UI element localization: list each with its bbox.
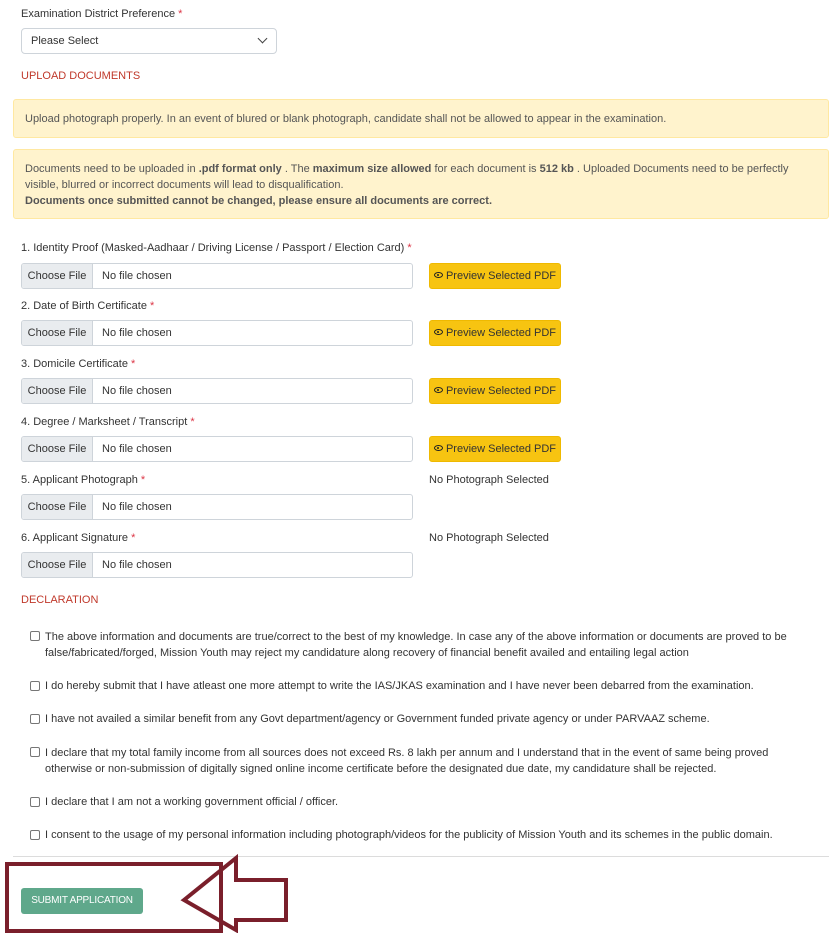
- file-input-photograph[interactable]: [21, 494, 413, 520]
- photo-alert: Upload photograph properly. In an event of blured or blank photograph, candidate shall not be allowed to appear in the examination.: [13, 99, 829, 138]
- declaration-text-3: I have not availed a similar benefit from any Govt department/agency or Government funded private agency or under PARVAAZ scheme.: [45, 713, 710, 725]
- file-input-signature[interactable]: [21, 552, 413, 578]
- doc-label-dob: 2. Date of Birth Certificate *: [21, 300, 155, 312]
- doc-label-identity: 1. Identity Proof (Masked-Aadhaar / Driving License / Passport / Election Card) *: [21, 242, 412, 254]
- declaration-checkbox-5[interactable]: [30, 797, 40, 807]
- declaration-checkbox-2[interactable]: [30, 681, 40, 691]
- declaration-text-5: I declare that I am not a working government official / officer.: [45, 796, 339, 808]
- preview-pdf-button-domicile[interactable]: Preview Selected PDF: [429, 378, 561, 404]
- choose-file-button[interactable]: Choose File: [22, 264, 93, 288]
- eye-icon: [434, 445, 443, 451]
- file-input-domicile[interactable]: [21, 378, 413, 404]
- choose-file-button[interactable]: Choose File: [22, 321, 93, 345]
- file-status: No file chosen: [102, 443, 172, 455]
- declaration-text-6: I consent to the usage of my personal information including photograph/videos for the publicity of Mission Youth and its schemes in the public domain.: [45, 829, 773, 841]
- declaration-checkbox-4[interactable]: [30, 747, 40, 757]
- declaration-checkbox-6[interactable]: [30, 830, 40, 840]
- file-status: No file chosen: [102, 270, 172, 282]
- annotation-arrow-icon: [180, 852, 292, 933]
- signature-status: No Photograph Selected: [429, 532, 549, 544]
- file-input-degree[interactable]: [21, 436, 413, 462]
- documents-alert: Documents need to be uploaded in .pdf format only . The maximum size allowed for each document is 512 kb . Uploaded Documents need to be perfectly visible, blurred or incorrect documents will lead to disqualification. Documents once submitted cannot be changed, please ensure all documents are correct.: [13, 149, 829, 219]
- choose-file-button[interactable]: Choose File: [22, 379, 93, 403]
- declaration-text-1: The above information and documents are true/correct to the best of my knowledge. In case any of the above information or documents are proved to be false/fabricated/forged, Mission Youth may reject my candidature along recovery of financial benefit availed and entailing legal action: [45, 631, 787, 659]
- file-status: No file chosen: [102, 559, 172, 571]
- file-status: No file chosen: [102, 385, 172, 397]
- preview-pdf-button-identity[interactable]: Preview Selected PDF: [429, 263, 561, 289]
- preview-pdf-button-dob[interactable]: Preview Selected PDF: [429, 320, 561, 346]
- doc-label-degree: 4. Degree / Marksheet / Transcript *: [21, 416, 195, 428]
- divider: [13, 856, 829, 857]
- eye-icon: [434, 272, 443, 278]
- file-input-dob[interactable]: [21, 320, 413, 346]
- choose-file-button[interactable]: Choose File: [22, 495, 93, 519]
- declaration-checkbox-1[interactable]: [30, 631, 40, 641]
- choose-file-button[interactable]: Choose File: [22, 437, 93, 461]
- chevron-down-icon: [258, 34, 268, 44]
- eye-icon: [434, 329, 443, 335]
- district-select[interactable]: Please Select: [21, 28, 277, 54]
- doc-label-domicile: 3. Domicile Certificate *: [21, 358, 136, 370]
- preview-pdf-button-degree[interactable]: Preview Selected PDF: [429, 436, 561, 462]
- declaration-text-4: I declare that my total family income from all sources does not exceed Rs. 8 lakh per annum and I understand that in the event of same being proved otherwise or non-submission of digitally signed online income certificate before the designated due date, my candidature shall be rejected.: [45, 747, 769, 775]
- photo-status: No Photograph Selected: [429, 474, 549, 486]
- upload-documents-heading: UPLOAD DOCUMENTS: [21, 70, 141, 82]
- file-status: No file chosen: [102, 327, 172, 339]
- file-status: No file chosen: [102, 501, 172, 513]
- declaration-text-2: I do hereby submit that I have atleast one more attempt to write the IAS/JKAS examination and I have never been debarred from the examination.: [45, 680, 754, 692]
- declaration-checkbox-3[interactable]: [30, 714, 40, 724]
- declaration-heading: DECLARATION: [21, 594, 99, 606]
- file-input-identity[interactable]: [21, 263, 413, 289]
- doc-label-photograph: 5. Applicant Photograph *: [21, 474, 146, 486]
- eye-icon: [434, 387, 443, 393]
- choose-file-button[interactable]: Choose File: [22, 553, 93, 577]
- doc-label-signature: 6. Applicant Signature *: [21, 532, 136, 544]
- district-label: Examination District Preference *: [21, 8, 183, 20]
- submit-application-button[interactable]: SUBMIT APPLICATION: [21, 888, 143, 914]
